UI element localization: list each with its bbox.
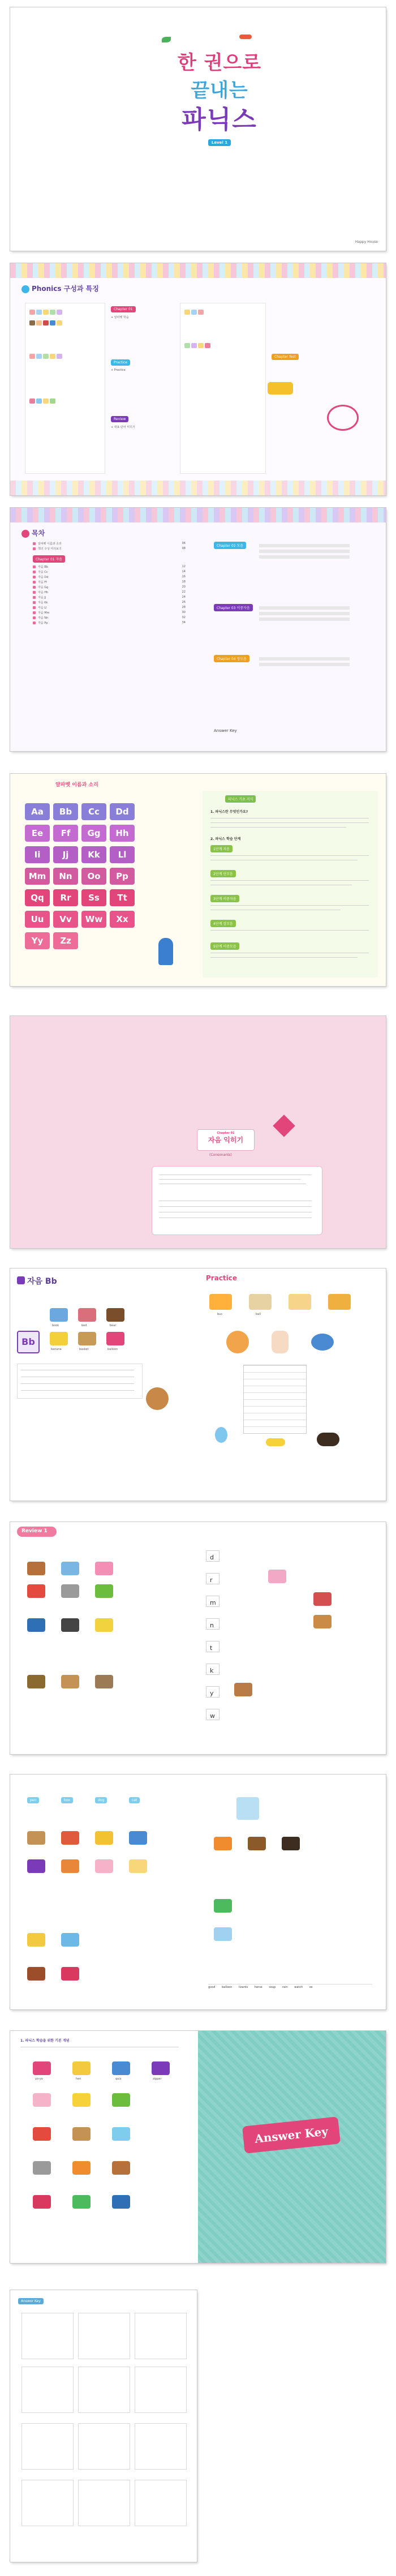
lesson-word: balloon [107, 1348, 118, 1351]
letter-box[interactable]: k [206, 1664, 219, 1675]
practice-ball-picture [249, 1294, 272, 1310]
toc-heading [21, 528, 45, 538]
car-picture [129, 1831, 147, 1845]
feature-thumb-row [29, 396, 101, 406]
toc-line [259, 618, 350, 621]
toc-chapter-1: Chapter 01 자음 [33, 555, 65, 563]
chapter-page [10, 1016, 386, 1248]
chapter-subtitle: (Consonants) [209, 1153, 232, 1157]
chapter-label: Chapter 01 [217, 1131, 235, 1135]
answer-picture [112, 2127, 130, 2141]
lesson-word: banana [51, 1348, 62, 1351]
toc-item[interactable]: 책의 구성 미리보기 08 [33, 547, 186, 552]
alphabet-page [10, 774, 386, 986]
yak-picture [95, 1675, 113, 1688]
intro-section: 2. 파닉스 학습 단계 [210, 837, 241, 841]
text-line [210, 957, 358, 958]
hen-picture [72, 2061, 91, 2075]
toc-line [259, 555, 350, 559]
lesson-word: basket [79, 1348, 89, 1351]
tiger-picture [214, 1837, 232, 1850]
burger-picture [313, 1615, 332, 1628]
cake-picture [95, 1859, 113, 1873]
answer-left [10, 2031, 197, 2263]
toc-item[interactable]: 자음 Cc 14 [33, 570, 186, 575]
toc-item[interactable]: 알파벳 이름과 소리 06 [33, 542, 186, 547]
alpha-tile[interactable]: Ss [81, 889, 106, 906]
toc-heading-text: 목차 [32, 529, 45, 537]
window-picture [236, 1797, 259, 1820]
practice-basket-picture [289, 1294, 311, 1310]
boy-illustration-icon [158, 938, 173, 965]
alpha-tile[interactable]: Aa [25, 803, 50, 820]
alpha-tile[interactable]: Qq [25, 889, 50, 906]
bear-picture [106, 1308, 124, 1322]
alpha-tile[interactable]: Bb [53, 803, 78, 820]
answer-key-title: Answer Key [254, 2124, 329, 2146]
answer-picture [33, 2093, 51, 2107]
feature-thumb-row [184, 340, 262, 351]
alpha-tile[interactable]: Mm [25, 868, 50, 885]
answer-box [21, 2423, 74, 2470]
review-title: Review 1 [21, 1528, 48, 1534]
feature-thumb-row [29, 318, 101, 328]
coat-picture [27, 1675, 45, 1688]
toc-item[interactable]: 자음 Kk 26 [33, 601, 186, 606]
jam-picture [61, 1967, 79, 1981]
answer-box [21, 2480, 74, 2526]
review-right [200, 1539, 376, 1743]
answer-picture [33, 2195, 51, 2209]
answer-picture [72, 2161, 91, 2175]
bird-picture [61, 1562, 79, 1575]
lesson-right [198, 1268, 386, 1501]
cover-title [169, 47, 270, 146]
intro-section: 1. 파닉스란 무엇인가요? [210, 810, 248, 814]
practice-bell-picture [328, 1294, 351, 1310]
alpha-tile[interactable]: Pp [110, 868, 135, 885]
alpha-tile[interactable]: Jj [53, 846, 78, 863]
toc-item[interactable]: 자음 Ff 18 [33, 580, 186, 585]
cover-plane-icon [239, 35, 252, 39]
balloon-picture [106, 1332, 124, 1345]
answer-box [78, 2423, 130, 2470]
bear-picture [282, 1837, 300, 1850]
alphabet-heading: 알파벳 이름과 소리 [55, 782, 98, 788]
magnifier-icon [21, 285, 29, 293]
cover-level-badge: Level 1 [208, 139, 231, 146]
answer-right [198, 2031, 386, 2263]
fan-picture [61, 1933, 79, 1947]
box-picture [27, 1618, 45, 1632]
book-picture [50, 1308, 68, 1322]
step-tag: 4단계 장모음 [210, 920, 236, 927]
answer-box [135, 2313, 187, 2359]
answer-box [78, 2367, 130, 2413]
letter-box[interactable]: t [206, 1641, 219, 1652]
chick-picture [27, 1933, 45, 1947]
cup-picture [313, 1592, 332, 1606]
banana-picture [50, 1332, 68, 1345]
features-heading [21, 284, 99, 293]
number-six-picture [214, 1899, 232, 1913]
text-line [210, 930, 369, 931]
answer-box [21, 2367, 74, 2413]
feature-tag-4: Chapter Test [272, 354, 299, 360]
toc-line [259, 550, 350, 553]
text-line [21, 1390, 134, 1391]
answer-picture [112, 2093, 130, 2107]
word-chip[interactable]: cat [129, 1797, 140, 1803]
letter-box[interactable]: d [206, 1550, 219, 1562]
basket-picture [78, 1332, 96, 1345]
bird-picture [226, 1331, 249, 1353]
chapter-banner [197, 1129, 255, 1151]
balloon-blue-picture [215, 1427, 227, 1443]
answer-word: hen [76, 2077, 81, 2081]
text-line [159, 1179, 300, 1180]
answer-picture [112, 2195, 130, 2209]
alpha-tile[interactable]: Cc [81, 803, 106, 820]
bag-picture [27, 1859, 45, 1873]
text-line [210, 855, 369, 856]
tomato-picture [27, 1584, 45, 1598]
toc-item[interactable]: 자음 Pp 34 [33, 621, 186, 626]
answer-box [21, 2313, 74, 2359]
dog-picture [27, 1831, 45, 1845]
answer-picture [33, 2127, 51, 2141]
violin-picture [27, 1967, 45, 1981]
lemon-picture [95, 1618, 113, 1632]
letter-card [17, 1331, 40, 1353]
feature-tag-2: Practice [111, 359, 130, 366]
feature-note-2: + Practice [111, 368, 126, 372]
goggles-picture [61, 1618, 79, 1632]
alpha-tile[interactable]: Ww [81, 911, 106, 928]
toc-item[interactable]: 자음 Bb 12 [33, 565, 186, 570]
bear-balloon-illustration [146, 1387, 169, 1410]
feature-thumb-row [29, 351, 101, 362]
answer-picture [33, 2161, 51, 2175]
ribbon-picture [95, 1562, 113, 1575]
answer-picture [112, 2161, 130, 2175]
apple-picture [95, 1584, 113, 1598]
phonics-intro-title: 파닉스 기초 지식 [225, 795, 256, 803]
quiz-picture [112, 2061, 130, 2075]
feature-thumb-right [180, 303, 266, 474]
toc-item[interactable]: 자음 Gg 20 [33, 585, 186, 590]
practice-bus-picture [209, 1294, 232, 1310]
letter-box[interactable]: w [206, 1709, 219, 1720]
text-line [159, 1206, 312, 1207]
kite-icon [273, 1115, 295, 1137]
alpha-tile[interactable]: Ff [53, 825, 78, 842]
lamp-picture [129, 1859, 147, 1873]
fox-picture [61, 1859, 79, 1873]
step-tag: 2단계 단모음 [210, 870, 236, 877]
feature-thumb-left [25, 303, 105, 474]
text-line [210, 827, 346, 828]
letter-box[interactable]: y [206, 1686, 219, 1698]
word-chip[interactable]: box [61, 1797, 73, 1803]
bird-2-picture [311, 1334, 334, 1351]
horse-picture [248, 1837, 266, 1850]
step-tag: 1단계 자음 [210, 845, 233, 852]
answer-cover-page [10, 2031, 386, 2263]
feature-tag-3: Review [111, 416, 128, 422]
toc-item[interactable]: 자음 Mm 30 [33, 611, 186, 616]
features-page [10, 263, 386, 495]
review-header [17, 1527, 57, 1537]
crab-picture [61, 1831, 79, 1845]
bear-practice-picture [317, 1433, 339, 1446]
yoyo-picture [33, 2061, 51, 2075]
alpha-tile[interactable]: Kk [81, 846, 106, 863]
cover-page [10, 7, 386, 251]
toc-line [259, 663, 350, 666]
toc-line [259, 657, 350, 661]
toc-item[interactable]: 자음 Ll 28 [33, 606, 186, 611]
bed-picture [78, 1308, 96, 1322]
lesson-page [10, 1268, 386, 1501]
review-page [10, 1522, 386, 1754]
features-stripe [10, 263, 386, 278]
alpha-tile[interactable]: Zz [53, 932, 78, 949]
toc-item[interactable]: 자음 Dd 16 [33, 575, 186, 580]
word-bank-item: good [208, 1986, 216, 1989]
rainbow-picture [268, 1570, 286, 1583]
answer-box [135, 2480, 187, 2526]
word-bank-item: rain [282, 1986, 288, 1989]
text-line [21, 1383, 134, 1384]
word-bank-item: horse [254, 1986, 262, 1989]
rain-picture [214, 1927, 232, 1941]
toc-line [259, 612, 350, 615]
lesson-left [10, 1268, 197, 1501]
zebra-picture [61, 1584, 79, 1598]
chapter-title: 자음 익히기 [208, 1136, 244, 1144]
word-search-grid[interactable] [243, 1365, 307, 1434]
feature-note-3: + 대표 단어 익히기 [111, 426, 135, 429]
cover-title-line1: 한 권으로 [177, 52, 262, 74]
practice-heading: Practice [206, 1274, 238, 1282]
answer-box [135, 2423, 187, 2470]
word-bank-item: lizards [238, 1986, 248, 1989]
word-bank [208, 1984, 372, 1994]
review2-page [10, 1775, 386, 2009]
cover-title-line3: 파닉스 [182, 105, 257, 134]
bicycle-illustration-icon [327, 405, 359, 431]
toc-chapter-4: Chapter 04 장모음 [214, 655, 249, 662]
toc-line [259, 544, 350, 547]
answer-box [135, 2367, 187, 2413]
lesson-word: bed [81, 1324, 87, 1327]
magnifier-icon [21, 530, 29, 538]
alpha-tile[interactable]: Ll [110, 846, 135, 863]
alpha-tile[interactable]: Oo [81, 868, 106, 885]
chapter-info-box [152, 1166, 322, 1235]
bus-illustration-icon [268, 382, 293, 395]
toc-list-left [33, 542, 186, 626]
answer-picture [72, 2093, 91, 2107]
baby-picture [272, 1331, 289, 1353]
features-stripe-bottom [10, 481, 386, 495]
cover-leaf-icon [162, 37, 171, 42]
word-bank-item: watch [294, 1986, 303, 1989]
feature-thumb-row [29, 307, 101, 318]
text-line [210, 905, 369, 906]
letter-card-text: Bb [21, 1336, 35, 1347]
step-tag: 5단계 이중모음 [210, 942, 239, 950]
answer-word: zipper [153, 2077, 162, 2081]
alpha-tile[interactable]: Rr [53, 889, 78, 906]
feature-note-1: + 알파벳 학습 [111, 316, 129, 319]
zipper-picture [152, 2061, 170, 2075]
word-bank-item: ox [309, 1986, 313, 1989]
toc-chapter-3: Chapter 03 이중자음 [214, 604, 253, 611]
phonics-intro-panel [203, 791, 378, 978]
lesson-word: bear [110, 1324, 117, 1327]
word-bank-item: balloon [222, 1986, 233, 1989]
answer-key-banner [242, 2116, 341, 2154]
word-table [17, 1364, 143, 1399]
answer-section-title: 1. 파닉스 학습을 위한 기본 개념 [20, 2039, 70, 2043]
practice-word: ball [256, 1313, 261, 1316]
alpha-tile[interactable]: Tt [110, 889, 135, 906]
word-chip[interactable]: dog [95, 1797, 107, 1803]
banana-practice-picture [266, 1438, 285, 1446]
letter-box[interactable]: n [206, 1618, 219, 1630]
toc-answer-key[interactable]: Answer Key [214, 728, 237, 733]
answer-box [78, 2313, 130, 2359]
features-heading-text: Phonics 구성과 특징 [32, 285, 99, 293]
alpha-tile[interactable]: Ii [25, 846, 50, 863]
lesson-title: 자음 Bb [27, 1277, 57, 1286]
text-line [210, 880, 369, 881]
guitar-picture [27, 1562, 45, 1575]
practice-word: bus [217, 1313, 222, 1316]
toc-page [10, 508, 386, 751]
cover-publisher: Happy House [355, 240, 378, 244]
feature-tag-1: Chapter 01 [111, 306, 136, 312]
alpha-tile[interactable]: Ee [25, 825, 50, 842]
alpha-tile[interactable]: Uu [25, 911, 50, 928]
toc-item[interactable]: 자음 Hh 22 [33, 590, 186, 595]
answer-picture [72, 2195, 91, 2209]
toc-item[interactable]: 자음 Jj 24 [33, 595, 186, 601]
word-chip-row [27, 1797, 186, 1806]
alpha-tile[interactable]: Dd [110, 803, 135, 820]
cover-title-line2: 끝내는 [191, 79, 248, 102]
step-tag: 3단계 이중자음 [210, 895, 239, 902]
lesson-tab [17, 1276, 25, 1284]
toc-chapter-2: Chapter 02 모음 [214, 542, 246, 549]
word-bank-item: soup [269, 1986, 276, 1989]
word-chip[interactable]: pen [27, 1797, 39, 1803]
alpha-tile[interactable]: Vv [53, 911, 78, 928]
bee-picture [95, 1831, 113, 1845]
answer-picture [72, 2127, 91, 2141]
alpha-tile[interactable]: Hh [110, 825, 135, 842]
text-line [210, 822, 369, 823]
answer-word: quiz [115, 2077, 122, 2081]
toc-line [259, 606, 350, 610]
alpha-tile[interactable]: Nn [53, 868, 78, 885]
answer-word: yo-yo [35, 2077, 43, 2081]
answer-detail-tag: Answer Key [18, 2298, 44, 2304]
alpha-tile[interactable]: Yy [25, 932, 50, 949]
alpha-tile[interactable]: Gg [81, 825, 106, 842]
ox-picture [234, 1683, 252, 1696]
toc-stripe [10, 508, 386, 522]
answer-detail-page [10, 2290, 197, 2562]
lesson-word: book [52, 1324, 59, 1327]
feature-thumb-row [184, 307, 262, 318]
dog-picture [61, 1675, 79, 1688]
letter-box[interactable]: r [206, 1573, 219, 1584]
toc-item[interactable]: 자음 Nn 32 [33, 616, 186, 621]
answer-box [78, 2480, 130, 2526]
letter-box[interactable]: m [206, 1596, 219, 1607]
alpha-tile[interactable]: Xx [110, 911, 135, 928]
